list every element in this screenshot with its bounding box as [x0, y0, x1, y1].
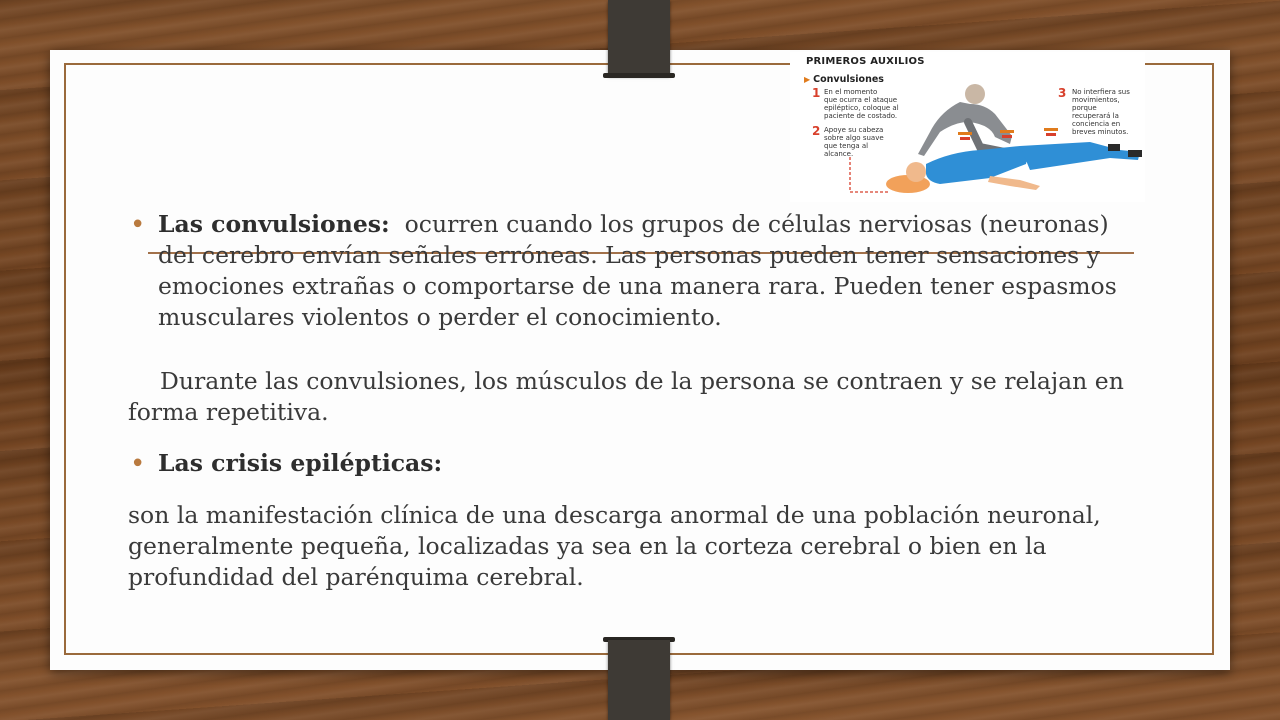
play-arrow-icon: ▶	[804, 75, 811, 84]
paragraph-crisis: son la manifestación clínica de una descarga anormal de una población neuronal, generalmente pequeña, localizadas ya sea en la corteza cerebral o bien en la profundidad del parénquima cerebral.	[128, 501, 1101, 591]
step-2-line: que tenga al	[824, 142, 869, 150]
heading-crisis	[158, 448, 1058, 479]
paragraph-durante: Durante las convulsiones, los músculos de la persona se contraen y se relajan en forma repetitiva.	[128, 367, 1124, 426]
step-1-line: En el momento	[824, 88, 878, 96]
term-crisis: Las crisis epilépticas:	[158, 449, 443, 477]
step-2-line: sobre algo suave	[824, 134, 884, 142]
step-1-line: epiléptico, coloque al	[824, 104, 899, 112]
step-3-line: breves minutos.	[1072, 128, 1129, 136]
step-number-1: 1	[812, 86, 821, 100]
step-3-line: No interfiera sus	[1072, 88, 1130, 96]
step-3-line: porque	[1072, 104, 1097, 112]
step-1-line: paciente de costado.	[824, 112, 898, 120]
paragraph-convulsiones-text: ocurren cuando los grupos de células nerviosas (neuronas) del cerebro envían señales erróneas. Las personas pueden tener sensaciones y emociones extrañas o comportarse de una manera rara. Pueden tener espasmos musculares violentos o perder el conocimiento.	[158, 210, 1117, 331]
step-3-line: movimientos,	[1072, 96, 1120, 104]
paragraph-convulsiones	[158, 209, 1138, 333]
step-number-3: 3	[1058, 86, 1067, 100]
term-convulsiones: Las convulsiones:	[158, 210, 390, 238]
step-number-2: 2	[812, 124, 821, 138]
step-2-line: Apoye su cabeza	[824, 126, 884, 134]
step-3-line: conciencia en	[1072, 120, 1121, 128]
figure-title: PRIMEROS AUXILIOS	[806, 56, 925, 67]
step-1-line: que ocurra el ataque	[824, 96, 898, 104]
step-2-line: alcance.	[824, 150, 854, 158]
bullet-dot: •	[130, 210, 146, 240]
step-3-line: recuperará la	[1072, 112, 1119, 120]
figure-subtitle-text: Convulsiones	[813, 74, 884, 85]
bullet-dot: •	[130, 449, 146, 479]
